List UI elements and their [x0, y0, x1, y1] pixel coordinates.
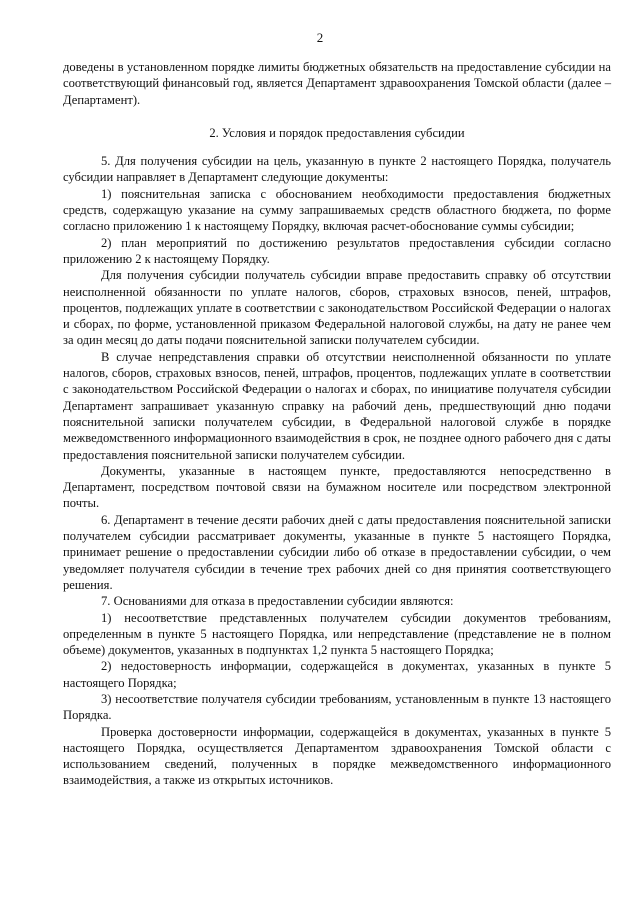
paragraph-item-5: 5. Для получения субсидии на цель, указанную в пункте 2 настоящего Порядка, получатель субсидии направляет в Департамент следующие документы: — [63, 154, 611, 185]
subitem-5-1: 1) пояснительная записка с обоснованием необходимости предоставления бюджетных средств, содержащую указание на сумму запрашиваемых средств областного бюджета, по форме согласно приложению 1 к настоящему Порядку, включая расчет-обоснование суммы субсидии; — [63, 186, 611, 234]
paragraph-certificate-request: В случае непредставления справки об отсутствии неисполненной обязанности по уплате налогов, сборов, страховых взносов, пеней, штрафов, процентов, подлежащих уплате в соответствии с законодательством Российской Федерации о налогах и сборах, по инициативе получателя субсидии Департамент запрашивает указанную справку на рабочий день, предшествующий дню подачи пояснительной записки получателем субсидии, в Федеральной налоговой службе в порядке межведомственного информационного взаимодействия в срок, не позднее одного рабочего дня с даты предоставления пояснительной записки получателем субсидии. — [63, 349, 611, 462]
page-number: 2 — [316, 30, 324, 45]
document-body — [63, 59, 611, 789]
subitem-7-1: 1) несоответствие представленных получателем субсидии документов требованиям, определенным в пункте 5 настоящего Порядка, или непредставление (представление не в полном объеме) документов, указанных в подпунктах 1,2 пункта 5 настоящего Порядка; — [63, 610, 611, 658]
paragraph-item-6: 6. Департамент в течение десяти рабочих дней с даты предоставления пояснительной записки получателем субсидии рассматривает документы, указанные в пункте 5 настоящего Порядка, принимает решение о предоставлении субсидии либо об отказе в предоставлении субсидии, о чем уведомляет получателя субсидии в течение трех рабочих дней со дня принятия соответствующего решения. — [63, 512, 611, 592]
section-heading: 2. Условия и порядок предоставления субсидии — [209, 125, 465, 140]
paragraph-tax-certificate: Для получения субсидии получатель субсидии вправе предоставить справку об отсутствии неисполненной обязанности по уплате налогов, сборов, страховых взносов, пеней, штрафов, процентов, подлежащих уплате в соответствии с законодательством Российской Федерации о налогах и сборах, по форме, установленной приказом Федеральной налоговой службы, на дату не ранее чем за один месяц до даты подачи пояснительной записки получателем субсидии. — [63, 268, 611, 348]
subitem-7-2: 2) недостоверность информации, содержащейся в документах, указанных в пункте 5 настоящего Порядка; — [63, 659, 611, 690]
intro-paragraph: доведены в установленном порядке лимиты бюджетных обязательств на предоставление субсидии на соответствующий финансовый год, является Департамент здравоохранения Томской области (далее – Департамент). — [63, 60, 611, 107]
subitem-7-3: 3) несоответствие получателя субсидии требованиям, установленным в пункте 13 настоящего Порядка. — [63, 691, 611, 723]
paragraph-document-delivery: Документы, указанные в настоящем пункте, предоставляются непосредственно в Департамент, посредством почтовой связи на бумажном носителе или посредством электронной почты. — [63, 463, 611, 511]
paragraph-item-7: 7. Основаниями для отказа в предоставлении субсидии являются: — [101, 594, 454, 609]
paragraph-verification: Проверка достоверности информации, содержащейся в документах, указанных в пункте 5 настоящего Порядка, осуществляется Департаментом здравоохранения Томской области с использованием сведений, полученных в порядке межведомственного информационного взаимодействия, а также из открытых источников. — [63, 724, 611, 788]
subitem-5-2: 2) план мероприятий по достижению результатов предоставления субсидии согласно приложению 2 к настоящему Порядку. — [63, 235, 611, 266]
